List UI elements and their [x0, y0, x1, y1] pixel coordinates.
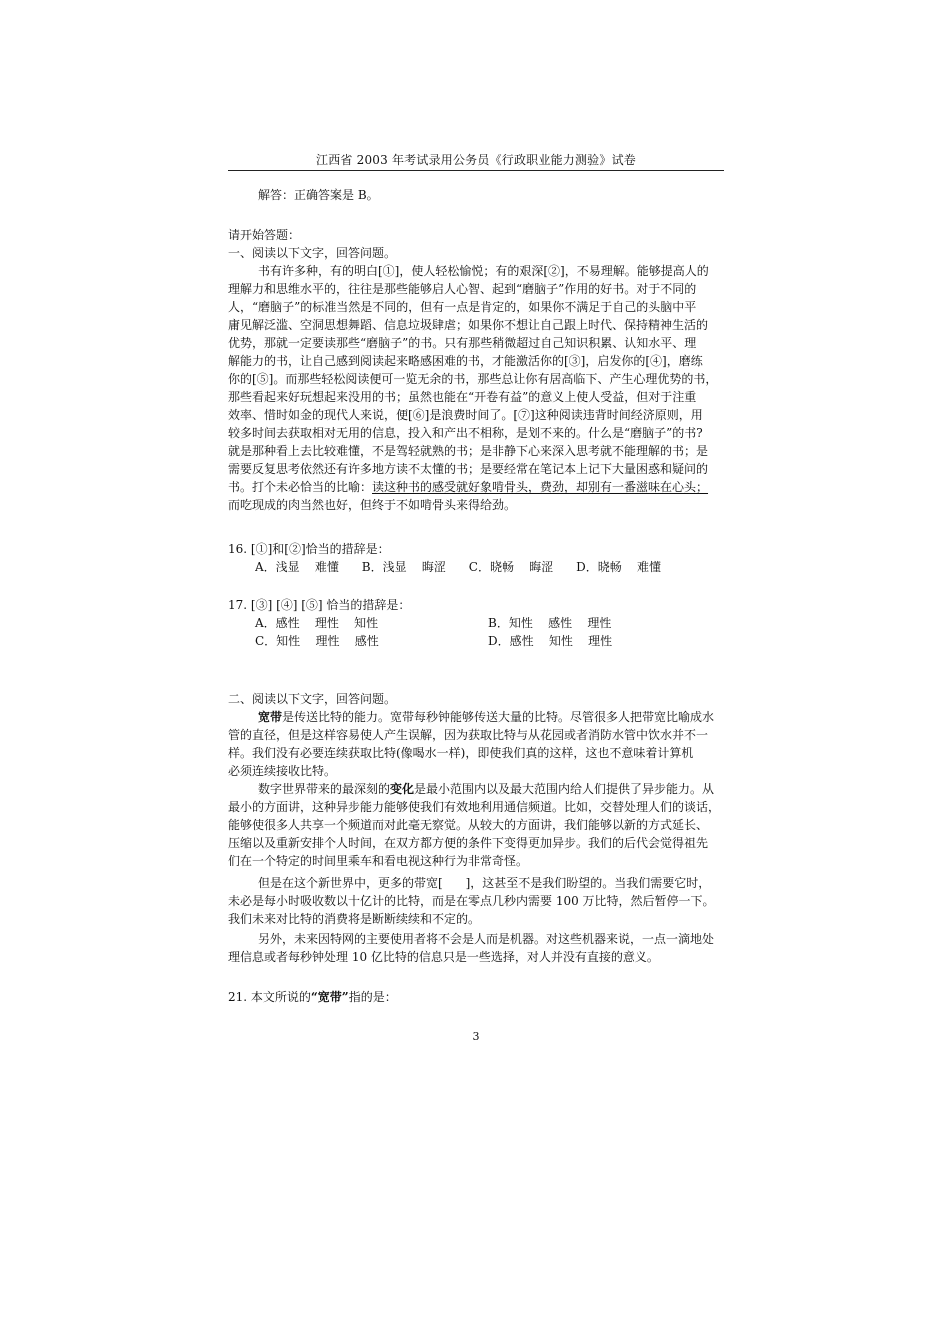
section1-line: 那些看起来好玩想起来没用的书；虽然也能在“开卷有益”的意义上使人受益，但对于注重 — [228, 390, 697, 404]
section2-line: 们在一个特定的时间里乘车和看电视这种行为非常奇怪。 — [228, 854, 529, 868]
section2-p2-first — [258, 780, 724, 798]
section2-line: 能够使很多人共享一个频道而对此毫无察觉。从较大的方面讲，我们能够以新的方式延长、 — [228, 818, 709, 832]
section2-line: 必须连续接收比特。 — [228, 764, 337, 778]
term-change: 变化 — [390, 782, 415, 796]
section2-line: 我们未来对比特的消费将是断断续续和不定的。 — [228, 912, 481, 926]
section1-line-underlined — [228, 478, 724, 496]
section2-line: 管的直径，但是这样容易使人产生误解，因为获取比特与从花园或者消防水管中饮水并不一 — [228, 728, 709, 742]
q16-stem: 16. [①]和[②]恰当的措辞是： — [228, 542, 390, 556]
section2-p2-pre: 数字世界带来的最深刻的 — [258, 782, 391, 796]
q21-stem — [228, 988, 724, 1006]
section1-heading: 一、阅读以下文字，回答问题。 — [228, 246, 397, 260]
section2-p2-rest: 是最小范围内以及最大范围内给人们提供了异步能力。从 — [414, 782, 715, 796]
q21-post: 指的是： — [348, 990, 397, 1004]
section1-line: 就是那种看上去比较难懂，不是驾轻就熟的书；是非静下心来深入思考就不能理解的书；是 — [228, 444, 709, 458]
section1-line: 理解力和思维水平的，往往是那些能够启人心智、起到“磨脑子”作用的好书。对于不同的 — [228, 282, 697, 296]
q17-option-a: A．感性 理性 知性 — [255, 616, 379, 630]
section2-line: 最小的方面讲，这种异步能力能够使我们有效地利用通信频道。比如，交替处理人们的谈话， — [228, 800, 721, 814]
q21-pre: 21. 本文所说的 — [228, 990, 311, 1004]
section1-last-pre: 书。打个未必恰当的比喻： — [228, 480, 373, 494]
answer-line: 解答：正确答案是 B。 — [258, 188, 379, 202]
section1-line: 解能力的书，让自己感到阅读起来略感困难的书，才能激活你的[③]，启发你的[④]，磨练 — [228, 354, 703, 368]
section2-p1-rest: 是传送比特的能力。宽带每秒钟能够传送大量的比特。尽管很多人把带宽比喻成水 — [282, 710, 715, 724]
q17-stem: 17. [③] [④] [⑤] 恰当的措辞是： — [228, 598, 411, 612]
q17-option-d: D．感性 知性 理性 — [488, 634, 613, 648]
section2-p3-first: 但是在这个新世界中，更多的带宽[ ]，这甚至不是我们盼望的。当我们需要它时， — [258, 876, 711, 890]
section1-final-line: 而吃现成的肉当然也好，但终于不如啃骨头来得给劲。 — [228, 498, 517, 512]
section1-line: 较多时间去获取相对无用的信息，投入和产出不相称，是划不来的。什么是“磨脑子”的书? — [228, 426, 703, 440]
section2-line: 压缩以及重新安排个人时间，在双方都方便的条件下变得更加异步。我们的后代会觉得祖先 — [228, 836, 709, 850]
underlined-metaphor: 读这种书的感受就好象啃骨头，费劲，却别有一番滋味在心头； — [372, 480, 709, 494]
section1-line: 效率、惜时如金的现代人来说，便[⑥]是浪费时间了。[⑦]这种阅读违背时间经济原则，用 — [228, 408, 703, 422]
section2-p4-first: 另外，未来因特网的主要使用者将不会是人而是机器。对这些机器来说，一点一滴地处 — [258, 932, 715, 946]
section1-line: 人，“磨脑子”的标准当然是不同的，但有一点是肯定的，如果你不满足于自己的头脑中平 — [228, 300, 697, 314]
q21-term: “宽带” — [310, 990, 349, 1004]
q17-option-c: C．知性 理性 感性 — [255, 634, 379, 648]
q17-option-b: B．知性 感性 理性 — [488, 616, 612, 630]
page-number: 3 — [472, 1030, 480, 1043]
start-label: 请开始答题： — [228, 228, 301, 242]
section1-line: 书有许多种，有的明白[①]，使人轻松愉悦；有的艰深[②]，不易理解。能够提高人的 — [258, 264, 709, 278]
q16-options: A．浅显 难懂 B．浅显 晦涩 C．晓畅 晦涩 D．晓畅 难懂 — [255, 560, 661, 574]
section1-line: 优势，那就一定要读那些“磨脑子”的书。只有那些稍微超过自己知识积累、认知水平、理 — [228, 336, 697, 350]
section1-line: 需要反复思考依然还有许多地方读不太懂的书；是要经常在笔记本上记下大量困惑和疑问的 — [228, 462, 709, 476]
section1-line: 你的[⑤]。而那些轻松阅读便可一览无余的书，那些总让你有居高临下、产生心理优势的书， — [228, 372, 718, 386]
section2-p1-first — [258, 708, 724, 726]
section1-line: 庸见解泛滥、空洞思想舞蹈、信息垃圾肆虐；如果你不想让自己跟上时代、保持精神生活的 — [228, 318, 709, 332]
section2-line: 理信息或者每秒钟处理 10 亿比特的信息只是一些选择，对人并没有直接的意义。 — [228, 950, 659, 964]
section2-line: 未必是每小时吸收数以十亿计的比特，而是在零点几秒内需要 100 万比特，然后暂停一下。 — [228, 894, 715, 908]
page-header-title: 江西省 2003 年考试录用公务员《行政职业能力测验》试卷 — [316, 153, 636, 167]
term-broadband: 宽带 — [258, 710, 283, 724]
section2-heading: 二、阅读以下文字，回答问题。 — [228, 692, 397, 706]
header-rule — [228, 170, 724, 171]
section2-line: 样。我们没有必要连续获取比特(像喝水一样)，即使我们真的这样，这也不意味着计算机 — [228, 746, 694, 760]
